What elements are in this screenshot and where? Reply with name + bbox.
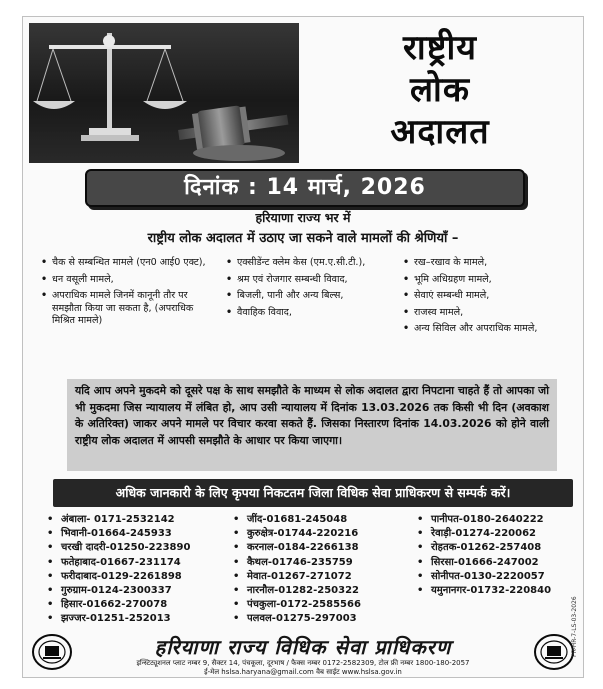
list-item: • गुरुग्राम-0124-2300337 bbox=[47, 584, 227, 598]
list-item: • सेवाएं सम्बन्धी मामले, bbox=[403, 290, 571, 303]
title-line-1: राष्ट्रीय bbox=[402, 28, 478, 68]
list-item: • राजस्व मामले, bbox=[403, 307, 571, 320]
list-item: • श्रम एवं रोजगार सम्बन्धी विवाद, bbox=[226, 274, 386, 287]
list-item: • कुरुक्षेत्र-01744-220216 bbox=[233, 527, 413, 541]
list-item: • यमुनानगर-01732-220840 bbox=[417, 584, 577, 598]
list-item: • पंचकुला-0172-2585566 bbox=[233, 598, 413, 612]
list-item: • करनाल-0184-2266138 bbox=[233, 541, 413, 555]
hslsa-emblem-left bbox=[31, 633, 73, 671]
list-item: • चैक से सम्बन्धित मामले (एन0 आई0 एक्ट), bbox=[41, 257, 211, 270]
list-item: • फतेहाबाद-01667-231174 bbox=[47, 556, 227, 570]
page-title bbox=[305, 27, 575, 161]
list-item: • सोनीपत-0130-2220057 bbox=[417, 570, 577, 584]
categories-col-1 bbox=[41, 257, 211, 332]
list-item: • जींद-01681-245048 bbox=[233, 513, 413, 527]
case-categories bbox=[41, 257, 571, 375]
list-item: • रेवाड़ी-01274-220062 bbox=[417, 527, 577, 541]
phones-col-1 bbox=[47, 513, 227, 627]
list-item: • पानीपत-0180-2640222 bbox=[417, 513, 577, 527]
list-item: • सिरसा-01666-247002 bbox=[417, 556, 577, 570]
phones-col-3 bbox=[417, 513, 577, 598]
list-item: • हिसार-01662-270078 bbox=[47, 598, 227, 612]
categories-col-2 bbox=[226, 257, 386, 323]
title-line-2: लोक bbox=[410, 70, 470, 110]
list-item: • पलवल-01275-297003 bbox=[233, 612, 413, 626]
list-item: • अपराधिक मामले जिनमें कानूनी तौर पर समझौता किया जा सकता है, (अपराधिक मिश्रित मामले) bbox=[41, 290, 211, 328]
hslsa-emblem-right bbox=[533, 633, 575, 671]
title-line-3: अदालत bbox=[390, 112, 490, 152]
district-phone-list bbox=[47, 513, 567, 635]
contact-banner: अधिक जानकारी के लिए कृपया निकटतम जिला विधिक सेवा प्राधिकरण से सम्पर्क करें। bbox=[53, 479, 573, 507]
list-item: • चरखी दादरी-01250-223890 bbox=[47, 541, 227, 555]
list-item: • भिवानी-01664-245933 bbox=[47, 527, 227, 541]
date-banner: दिनांक : 14 मार्च, 2026 bbox=[85, 169, 525, 207]
phones-col-2 bbox=[233, 513, 413, 627]
list-item: • वैवाहिक विवाद, bbox=[226, 307, 386, 320]
list-item: • एक्सीडेंन्ट क्लेम केस (एम.ए.सी.टी.), bbox=[226, 257, 386, 270]
list-item: • कैथल-01746-235759 bbox=[233, 556, 413, 570]
list-item: • भूमि अधिग्रहण मामले, bbox=[403, 274, 571, 287]
footer-contact-web: ई-मेल hslsa.haryana@gmail.com वैब साईट www.hslsa.gov.in bbox=[204, 668, 402, 676]
list-item: • रोहतक-01262-257408 bbox=[417, 541, 577, 555]
list-item: • धन वसूली मामले, bbox=[41, 274, 211, 287]
list-item: • बिजली, पानी और अन्य बिल्स, bbox=[226, 290, 386, 303]
categories-col-3 bbox=[403, 257, 571, 340]
list-item: • मेवात-01267-271072 bbox=[233, 570, 413, 584]
list-item: • फरीदाबाद-0129-2261898 bbox=[47, 570, 227, 584]
list-item: • अंबाला- 0171-2532142 bbox=[47, 513, 227, 527]
poster bbox=[22, 16, 584, 678]
emblem-icon bbox=[533, 633, 575, 671]
scales-of-justice-icon bbox=[29, 23, 299, 163]
instructions-paragraph: यदि आप अपने मुकदमे को दूसरे पक्ष के साथ समझौते के माध्यम से लोक अदालत द्वारा निपटाना चाहते हैं तो आपका जो भी मुकदमा जिस न्यायालय में लंबित हो, आप उसी न्यायालय में दिनांक 13.03.2026 तक किसी भी दिन (अवकाश के अतिरिक्त) जाकर अपने मामले पर विचार करवा सकते हैं. जिसका निस्तारण दिनांक 14.03.2026 को होने वाली राष्ट्रीय लोक अदालत में आपसी समझौते के आधार पर किया जाएगा। bbox=[67, 379, 557, 471]
subtitle-categories: राष्ट्रीय लोक अदालत में उठाए जा सकने वाले मामलों की श्रेणियाँ – bbox=[147, 231, 459, 246]
list-item: • अन्य सिविल और अपराधिक मामले, bbox=[403, 323, 571, 336]
subtitle-state: हरियाणा राज्य भर में bbox=[255, 210, 351, 225]
list-item: • नारनौल-01282-250322 bbox=[233, 584, 413, 598]
footer-org-name: हरियाणा राज्य विधिक सेवा प्राधिकरण bbox=[154, 635, 452, 659]
emblem-icon bbox=[31, 633, 73, 671]
list-item: • रख–रखाव के मामले, bbox=[403, 257, 571, 270]
list-item: • झज्जर-01251-252013 bbox=[47, 612, 227, 626]
scales-gavel-photo bbox=[29, 23, 299, 163]
footer-address: इन्स्टिट्यूशनल प्लाट नम्बर 9, सैक्टर 14, पंचकूला, दूरभाष / फैक्स नम्बर 0172-2582309, टोल फ्री नम्बर 1800-180-2057 bbox=[136, 659, 470, 667]
side-reference-code: PR-HR-7-LS-03-2026 bbox=[571, 596, 578, 657]
